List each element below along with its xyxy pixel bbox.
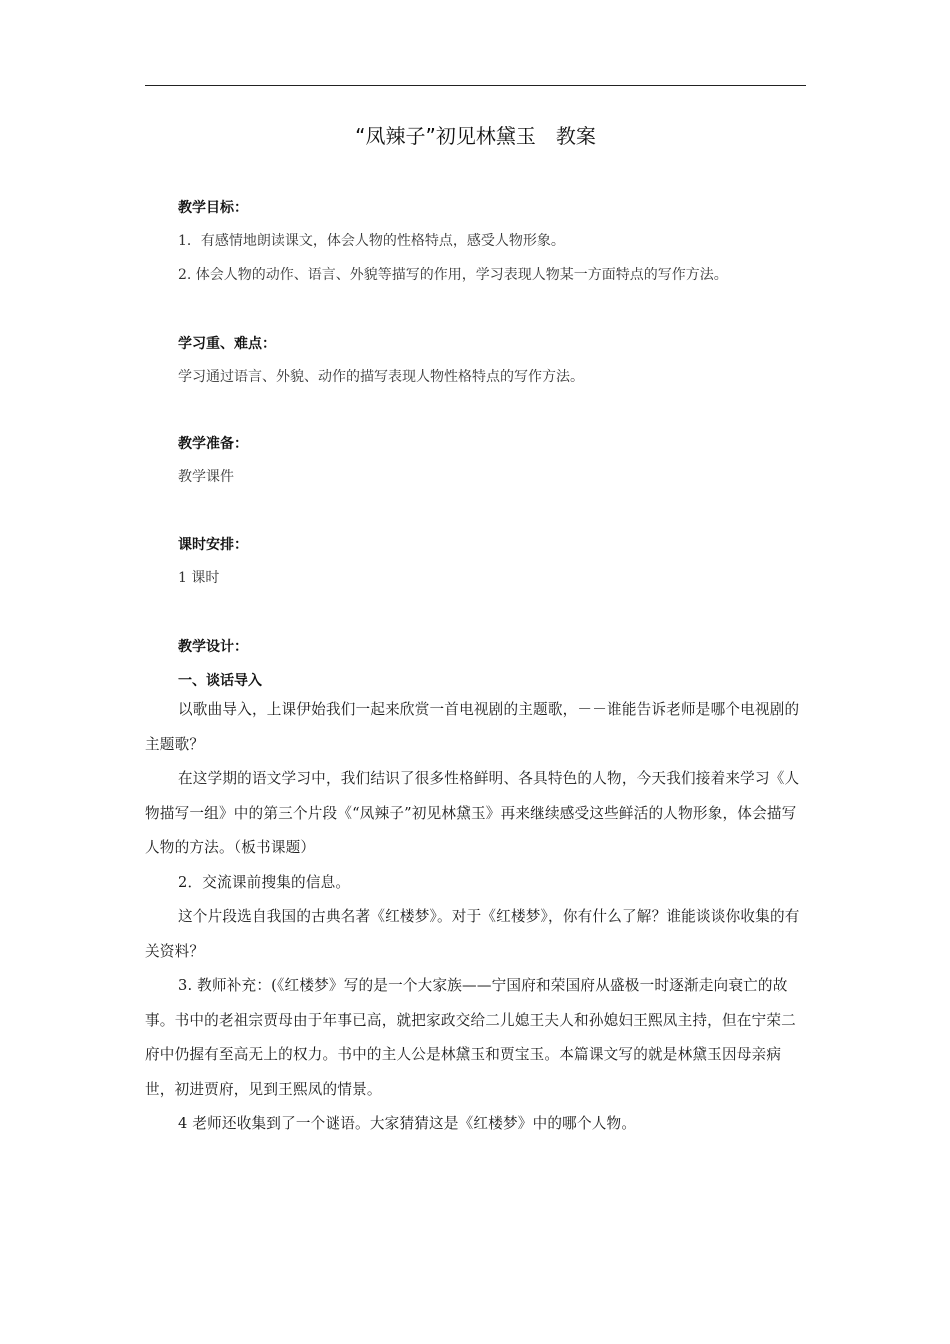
objective-item-1: 1．有感情地朗读课文，体会人物的性格特点，感受人物形象。	[178, 233, 565, 249]
keypoints-text: 学习通过语言、外貌、动作的描写表现人物性格特点的写作方法。	[178, 369, 584, 385]
design-paragraph-4: 这个片段选自我国的古典名著《红楼梦》。对于《红楼梦》，你有什么了解？谁能谈谈你收集的有关资料？	[145, 908, 800, 960]
design-paragraph-2: 在这学期的语文学习中，我们结识了很多性格鲜明、各具特色的人物，今天我们接着来学习《人物描写一组》中的第三个片段《“凤辣子”初见林黛玉》再来继续感受这些鲜活的人物形象，体会描写人物的方法。（板书课题）	[145, 770, 800, 856]
design-paragraph-6: 4 老师还收集到了一个谜语。大家猜猜这是《红楼梦》中的哪个人物。	[178, 1115, 637, 1132]
document-title: “凤辣子”初见林黛玉 教案	[355, 124, 596, 148]
keypoints-section	[145, 334, 806, 387]
schedule-heading: 课时安排：	[178, 537, 248, 553]
keypoints-heading: 学习重、难点：	[178, 336, 276, 352]
prep-section	[145, 434, 806, 487]
objectives-section	[145, 198, 806, 285]
prep-heading: 教学准备：	[178, 436, 248, 452]
schedule-text: 1 课时	[178, 570, 220, 586]
design-body	[145, 693, 806, 1142]
design-section	[145, 637, 806, 1142]
design-subheading: 一、谈话导入	[178, 673, 262, 689]
objective-item-2: 2. 体会人物的动作、语言、外貌等描写的作用，学习表现人物某一方面特点的写作方法。	[178, 267, 728, 283]
prep-text: 教学课件	[178, 469, 234, 485]
design-heading: 教学设计：	[178, 639, 248, 655]
design-paragraph-5: 3. 教师补充：(《红楼梦》写的是一个大家族——宁国府和荣国府从盛极一时逐渐走向衰亡的故事。书中的老祖宗贾母由于年事已高，就把家政交给二儿媳王夫人和孙媳妇王熙凤主持，但在宁荣二府中仍握有至高无上的权力。书中的主人公是林黛玉和贾宝玉。本篇课文写的就是林黛玉因母亲病世，初进贾府，见到王熙凤的情景。	[145, 977, 796, 1098]
schedule-section	[145, 535, 806, 588]
objectives-heading: 教学目标：	[178, 200, 248, 216]
design-paragraph-3: 2．交流课前搜集的信息。	[178, 873, 351, 891]
design-paragraph-1: 以歌曲导入，上课伊始我们一起来欣赏一首电视剧的主题歌，－－谁能告诉老师是哪个电视剧的主题歌？	[145, 701, 800, 753]
header-rule	[145, 85, 806, 86]
